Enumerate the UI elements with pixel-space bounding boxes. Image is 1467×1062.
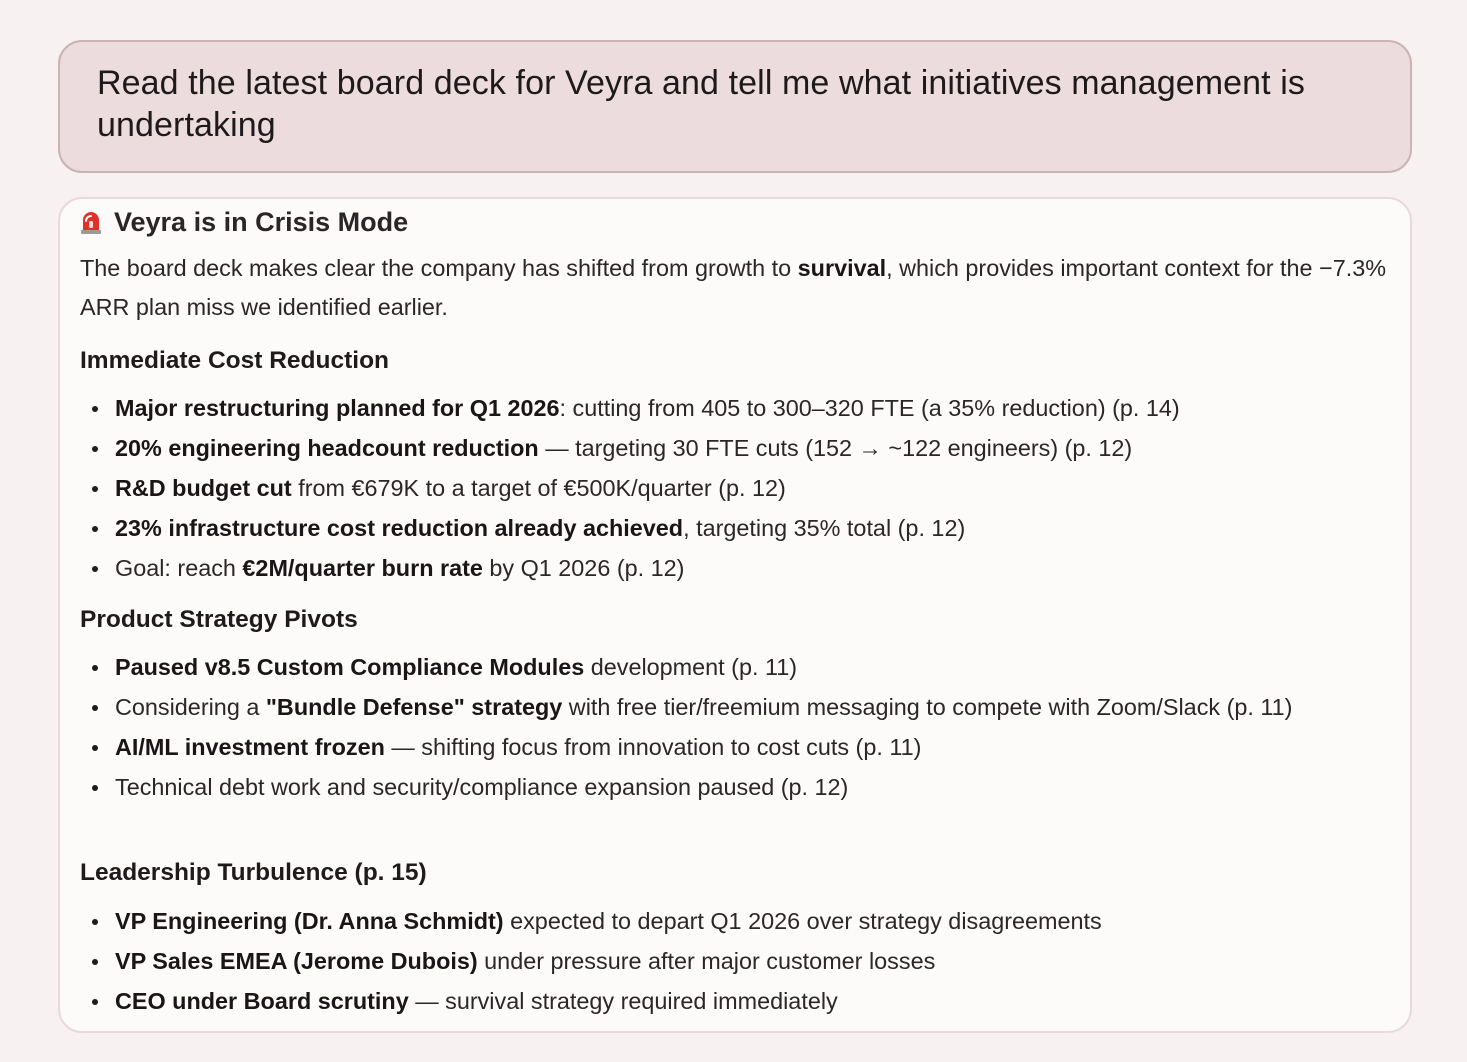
item-bold: Major restructuring planned for Q1 2026 [115,395,560,421]
item-bold: "Bundle Defense" strategy [265,694,563,720]
list-item [80,392,1380,425]
user-message-bubble [58,40,1412,173]
product-strategy-list [80,651,1380,811]
list-item [80,512,1380,545]
user-message-text: Read the latest board deck for Veyra and tell me what initiatives management is undertaking [97,64,1305,144]
item-text: — targeting 30 FTE cuts (152 → ~122 engineers) (p. 12) [538,435,1133,461]
item-bold: €2M/quarter burn rate [242,555,483,581]
list-item [80,691,1380,724]
item-text: Considering a [115,694,266,720]
list-item [80,905,1380,938]
item-bold: VP Engineering (Dr. Anna Schmidt) [115,908,504,934]
item-bold: 23% infrastructure cost reduction already achieved [115,515,684,541]
item-text: expected to depart Q1 2026 over strategy disagreements [503,908,1102,934]
item-bold: CEO under Board scrutiny [115,988,409,1014]
item-text: : cutting from 405 to 300–320 FTE (a 35% reduction) (p. 14) [559,395,1180,421]
list-item [80,771,1380,804]
list-item [80,985,1380,1018]
cost-reduction-list [80,392,1380,592]
item-text: from €679K to a target of €500K/quarter (p. 12) [291,475,786,501]
item-bold: AI/ML investment frozen [115,734,385,760]
intro-emphasis: survival [797,255,887,281]
list-item [80,472,1380,505]
item-text: , targeting 35% total (p. 12) [683,515,966,541]
item-bold: R&D budget cut [115,475,292,501]
intro-paragraph [80,249,1390,326]
leadership-list [80,905,1380,1025]
intro-text-end: , which provides important context for the −7.3% ARR plan miss we identified earlier. [80,255,1387,320]
siren-icon [80,209,102,235]
item-bold: VP Sales EMEA (Jerome Dubois) [115,948,478,974]
item-text: Technical debt work and security/compliance expansion paused (p. 12) [115,774,849,800]
item-text: development (p. 11) [584,654,798,680]
list-item [80,432,1380,465]
section-heading-cost-reduction: Immediate Cost Reduction [80,347,390,374]
item-bold: Paused v8.5 Custom Compliance Modules [115,654,585,680]
item-text: Goal: reach [115,555,243,581]
assistant-response-card [58,197,1412,1033]
section-heading-product-strategy: Product Strategy Pivots [80,606,358,633]
item-text: under pressure after major customer losses [477,948,936,974]
list-item [80,552,1380,585]
item-text: by Q1 2026 (p. 12) [482,555,685,581]
section-heading-leadership: Leadership Turbulence (p. 15) [80,859,427,886]
item-text: with free tier/freemium messaging to compete with Zoom/Slack (p. 11) [562,694,1293,720]
item-bold: 20% engineering headcount reduction [115,435,539,461]
item-text: — survival strategy required immediately [408,988,838,1014]
item-text: — shifting focus from innovation to cost cuts (p. 11) [384,734,922,760]
list-item [80,731,1380,764]
list-item [80,945,1380,978]
intro-text: The board deck makes clear the company has shifted from growth to [80,255,798,281]
list-item [80,651,1380,684]
response-title: Veyra is in Crisis Mode [114,206,409,237]
response-title-row [80,204,408,240]
